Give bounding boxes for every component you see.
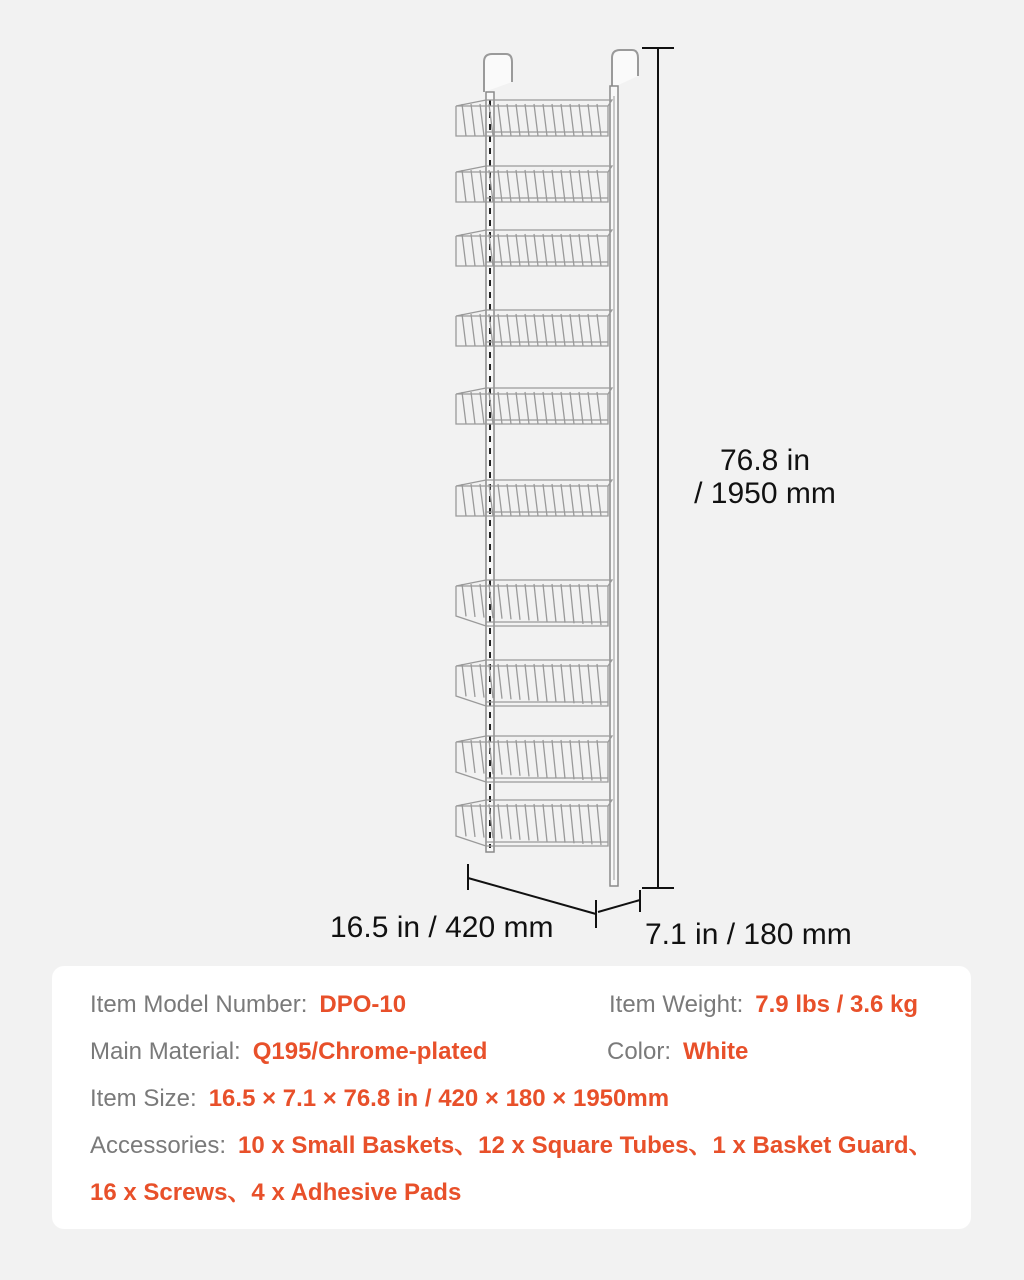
- spec-weight: [609, 990, 918, 1020]
- spec-material-value: Q195/Chrome-plated: [252, 1038, 488, 1065]
- spec-accessories: [90, 1131, 933, 1161]
- width-dimension-label: 16.5 in / 420 mm: [330, 911, 554, 944]
- height-dimension-label: [680, 444, 850, 510]
- wire-basket: [456, 230, 612, 266]
- spec-model-value: DPO-10: [319, 991, 407, 1018]
- wire-basket: [456, 166, 612, 202]
- wire-basket: [456, 800, 612, 846]
- spec-accessories-continued: [90, 1178, 461, 1208]
- wire-baskets: [456, 100, 612, 846]
- rail-left: [486, 92, 494, 852]
- wire-basket: [456, 480, 612, 516]
- depth-dimension-line: [598, 890, 640, 912]
- spec-size-label: Item Size:: [90, 1085, 197, 1112]
- spec-accessories-label: Accessories:: [90, 1132, 227, 1159]
- height-inches: 76.8 in: [719, 444, 811, 477]
- spec-color: [607, 1037, 748, 1067]
- door-hook-left: [484, 54, 512, 92]
- spec-model-label: Item Model Number:: [90, 991, 308, 1018]
- rail-right: [610, 86, 618, 886]
- spec-material-label: Main Material:: [90, 1038, 241, 1065]
- wire-basket: [456, 736, 612, 782]
- spec-weight-value: 7.9 lbs / 3.6 kg: [755, 991, 919, 1018]
- wire-basket: [456, 660, 612, 706]
- specifications-card: [52, 966, 971, 1229]
- door-hook-right: [612, 50, 638, 88]
- wire-basket: [456, 388, 612, 424]
- spec-model: [90, 990, 406, 1020]
- spec-material: [90, 1037, 487, 1067]
- spec-color-value: White: [683, 1038, 749, 1065]
- wire-basket: [456, 100, 612, 136]
- spec-accessories-line1: 10 x Small Baskets、12 x Square Tubes、1 x Basket Guard、: [238, 1132, 933, 1159]
- height-mm: / 1950 mm: [694, 477, 836, 510]
- height-dimension-line: [642, 48, 674, 888]
- spec-accessories-line2: 16 x Screws、4 x Adhesive Pads: [90, 1179, 462, 1206]
- spec-size-value: 16.5 × 7.1 × 76.8 in / 420 × 180 × 1950mm: [208, 1085, 670, 1112]
- spec-color-label: Color:: [607, 1038, 672, 1065]
- wire-basket: [456, 310, 612, 346]
- wire-basket: [456, 580, 612, 626]
- spec-size: [90, 1084, 669, 1114]
- spec-weight-label: Item Weight:: [609, 991, 744, 1018]
- depth-dimension-label: 7.1 in / 180 mm: [645, 918, 852, 951]
